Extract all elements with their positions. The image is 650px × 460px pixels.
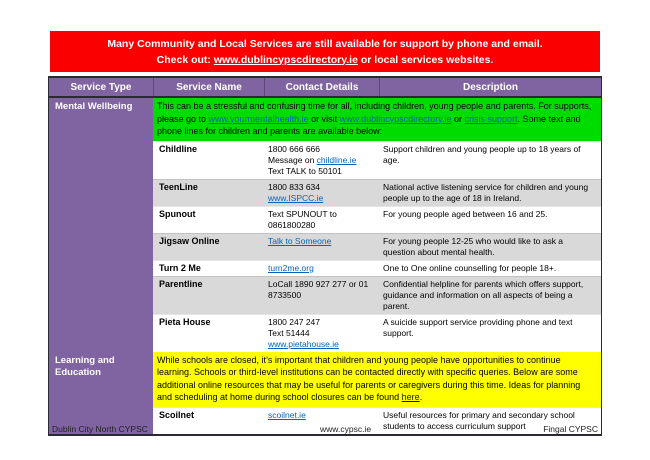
- text-segment: 1800 247 247: [268, 316, 320, 327]
- contact-line: [268, 193, 375, 204]
- footer-right: Fingal CYPSC: [543, 424, 598, 434]
- banner-line2-prefix: Check out:: [156, 53, 214, 66]
- inline-link[interactable]: Talk to Someone: [268, 235, 332, 246]
- service-row: [153, 206, 601, 233]
- text-segment: . Some text and phone lines for children and parents are available below:: [157, 113, 581, 136]
- text-segment: This can be a stressful and confusing time for all, including children, young people and parents. For supports, please go to: [157, 101, 592, 124]
- service-name: Spunout: [159, 208, 196, 219]
- banner-line2-suffix: or local services websites.: [357, 53, 494, 66]
- table-header-row: [49, 78, 601, 98]
- service-name: Jigsaw Online: [159, 235, 220, 246]
- inline-link[interactable]: www.pietahouse.ie: [268, 338, 339, 349]
- service-row: [153, 179, 601, 206]
- banner-line1: Many Community and Local Services are still available for support by phone and email.: [107, 37, 543, 50]
- contact-line: [268, 328, 375, 339]
- service-description: A suicide support service providing phone and text support.: [383, 316, 573, 338]
- text-segment: Text SPUNOUT to 0861800280: [268, 208, 337, 230]
- contact-details: [264, 207, 379, 233]
- text-segment: Text 51444: [268, 327, 310, 338]
- contact-details: [264, 234, 379, 260]
- table-section: [49, 352, 601, 434]
- contact-line: [268, 263, 375, 274]
- header-service-name: Service Name: [153, 78, 264, 96]
- contact-details: [264, 315, 379, 352]
- contact-line: [268, 410, 375, 421]
- inline-dark-link[interactable]: here: [401, 392, 420, 402]
- text-segment: While schools are closed, it’s important that children and young people have opportunities to continue learning. Schools or third-level institutions can be contacted directly with specific queries. Below are some additional online resources that may be useful for parents or caregivers during this time. Ideas for planning and scheduling at home during school closures can be found: [157, 354, 581, 402]
- service-name: Pieta House: [159, 316, 211, 327]
- section-intro-text: [153, 98, 601, 141]
- contact-line: [268, 166, 375, 177]
- header-service-type: Service Type: [70, 82, 132, 93]
- service-type-cell: Learning and Education: [49, 352, 153, 434]
- text-segment: .: [419, 392, 423, 402]
- service-description: For young people aged between 16 and 25.: [383, 208, 548, 219]
- table-section: [49, 98, 601, 352]
- text-segment: 1800 666 666: [268, 143, 320, 154]
- contact-details: [264, 261, 379, 276]
- service-type-cell: Mental Wellbeing: [49, 98, 153, 352]
- directory-link[interactable]: www.dublincypscdirectory.ie: [213, 53, 358, 66]
- service-row: [153, 141, 601, 179]
- section-content: [153, 352, 601, 434]
- table-body: [49, 98, 601, 434]
- service-description: For young people 12-25 who would like to ask a question about mental health.: [383, 235, 564, 257]
- contact-line: [268, 279, 375, 301]
- text-segment: or visit: [308, 113, 340, 124]
- contact-line: [268, 339, 375, 350]
- contact-line: [268, 236, 375, 247]
- contact-line: [268, 144, 375, 155]
- service-name: Scoilnet: [159, 409, 195, 420]
- service-name: Childline: [159, 143, 197, 154]
- service-name: Parentline: [159, 278, 203, 289]
- inline-link[interactable]: www.yourmentalhealth.ie: [208, 113, 309, 124]
- service-description: Useful resources for primary and secondary school students to access curriculum support: [383, 409, 575, 431]
- service-row: [153, 260, 601, 276]
- contact-line: [268, 182, 375, 193]
- top-notice-banner: [50, 31, 600, 72]
- contact-details: [264, 142, 379, 179]
- contact-line: [268, 317, 375, 328]
- section-content: [153, 98, 601, 352]
- text-segment: Message on: [268, 154, 317, 165]
- service-row: [153, 314, 601, 352]
- service-description: Support children and young people up to 18 years of age.: [383, 143, 581, 165]
- service-description: One to One online counselling for people 18+.: [383, 262, 557, 273]
- service-row: [153, 233, 601, 260]
- inline-link[interactable]: www.ISPCC.ie: [268, 192, 324, 203]
- service-name: TeenLine: [159, 181, 198, 192]
- text-segment: 1800 833 634: [268, 181, 320, 192]
- header-description: Description: [379, 78, 601, 96]
- header-contact-details: Contact Details: [264, 78, 379, 96]
- service-description: Confidential helpline for parents which offers support, guidance and information on all aspects of being a parent.: [383, 278, 584, 311]
- footer-left: Dublin City North CYPSC: [52, 424, 148, 434]
- service-row: [153, 276, 601, 314]
- contact-line: [268, 209, 375, 231]
- contact-details: [264, 277, 379, 314]
- inline-link[interactable]: turn2me.org: [268, 262, 314, 273]
- contact-details: [264, 180, 379, 206]
- inline-link[interactable]: www.dublincypscdirectory.ie: [339, 113, 452, 124]
- service-name: Turn 2 Me: [159, 262, 201, 273]
- inline-link[interactable]: scoilnet.ie: [268, 409, 306, 420]
- footer-center: www.cypsc.ie: [320, 424, 372, 434]
- contact-line: [268, 155, 375, 166]
- services-table: [48, 76, 602, 436]
- section-intro-text: [153, 352, 601, 407]
- service-description: National active listening service for children and young people up to the age of 18 in Ireland.: [383, 181, 589, 203]
- text-segment: or: [451, 113, 465, 124]
- inline-link[interactable]: childline.ie: [316, 154, 357, 165]
- text-segment: LoCall 1890 927 277 or 01 8733500: [268, 278, 369, 300]
- inline-link[interactable]: crisis support: [464, 113, 518, 124]
- text-segment: Text TALK to 50101: [268, 165, 342, 176]
- page-footer: [52, 424, 598, 434]
- banner-line2: [157, 54, 494, 66]
